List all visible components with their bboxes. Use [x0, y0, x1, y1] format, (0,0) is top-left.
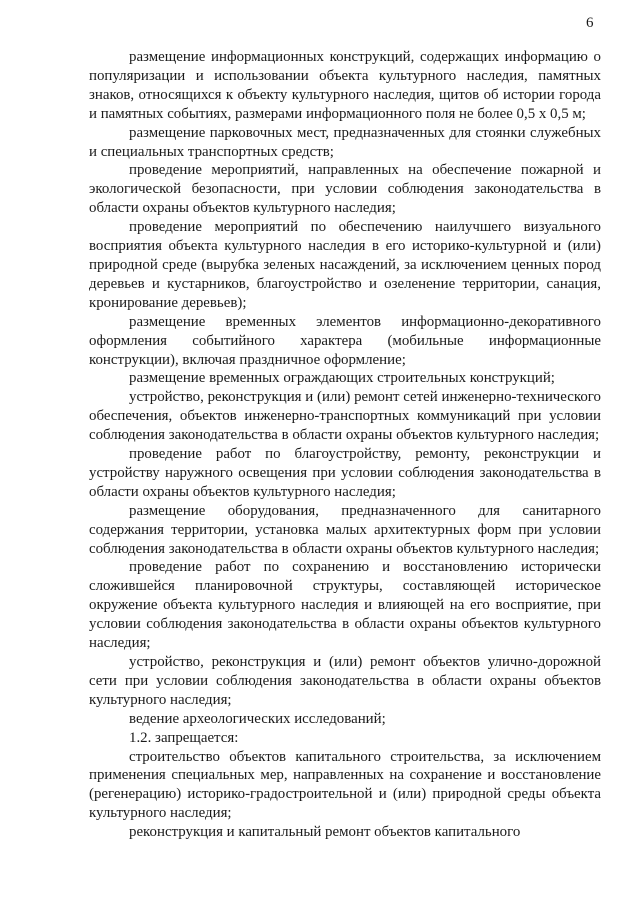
paragraph: проведение работ по благоустройству, ремонту, реконструкции и устройству наружного освещения при условии соблюдения законодательства в области охраны объектов культурного наследия;: [89, 446, 601, 500]
page-number: 6: [586, 15, 594, 31]
paragraph: проведение мероприятий, направленных на обеспечение пожарной и экологической безопасности, при условии соблюдения законодательства в области охраны объектов культурного наследия;: [89, 162, 601, 217]
document-body: [89, 48, 601, 842]
paragraph: размещение временных элементов информационно-декоративного оформления событийного характера (мобильные информационные конструкции), включая праздничное оформление;: [89, 313, 601, 368]
paragraph: проведение работ по сохранению и восстановлению исторически сложившейся планировочной структуры, составляющей историческое окружение объекта культурного наследия и влияющей на его восприятие, при условии соблюдения законодательства в области охраны объектов культурного наследия;: [89, 559, 601, 652]
paragraph: реконструкция и капитальный ремонт объектов капитального: [129, 824, 521, 841]
paragraph: ведение археологических исследований;: [129, 710, 386, 727]
paragraph: строительство объектов капитального строительства, за исключением применения специальных мер, направленных на сохранение и восстановление (регенерацию) историко-градостроительной и (или) природной среды объекта культурного наследия;: [89, 748, 601, 822]
paragraph: размещение оборудования, предназначенного для санитарного содержания территории, установка малых архитектурных форм при условии соблюдения законодательства в области охраны объектов культурного наследия;: [89, 502, 601, 557]
paragraph: устройство, реконструкция и (или) ремонт сетей инженерно-технического обеспечения, объектов инженерно-транспортных коммуникаций при условии соблюдения законодательства в области охраны объектов культурного наследия;: [89, 389, 601, 444]
paragraph: устройство, реконструкция и (или) ремонт объектов улично-дорожной сети при условии соблюдения законодательства в области охраны объектов культурного наследия;: [89, 654, 601, 708]
section-heading: 1.2. запрещается:: [129, 729, 239, 746]
paragraph: размещение парковочных мест, предназначенных для стоянки служебных и специальных транспортных средств;: [89, 124, 601, 160]
paragraph: размещение временных ограждающих строительных конструкций;: [129, 370, 555, 387]
paragraph: проведение мероприятий по обеспечению наилучшего визуального восприятия объекта культурного наследия в его историко-культурной и (или) природной среде (вырубка зеленых насаждений, за исключением ценных пород деревьев и кустарников, благоустройство и озеленение территории, санация, кронирование деревьев);: [89, 219, 601, 311]
paragraph: размещение информационных конструкций, содержащих информацию о популяризации и использовании объекта культурного наследия, памятных знаков, относящихся к объекту культурного наследия, щитов об истории города и памятных событиях, размерами информационного поля не более 0,5 х 0,5 м;: [89, 49, 601, 122]
